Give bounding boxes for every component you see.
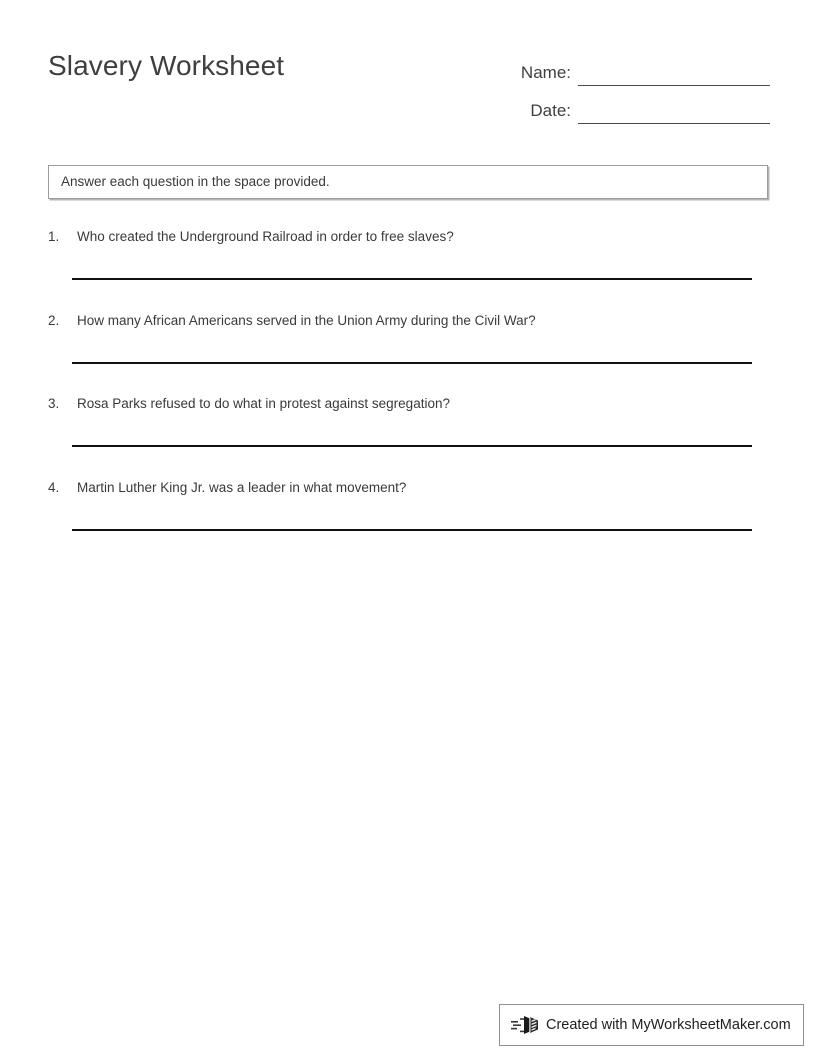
name-label: Name: — [520, 63, 571, 82]
date-label: Date: — [530, 101, 571, 120]
name-input[interactable] — [578, 63, 770, 86]
page-title: Slavery Worksheet — [48, 50, 285, 81]
question-heading — [48, 228, 768, 246]
answer-line[interactable] — [72, 445, 752, 447]
question-number: 1. — [48, 229, 60, 244]
directions-text: Answer each question in the space provided. — [61, 174, 330, 190]
question-text: Rosa Parks refused to do what in protest against segregation? — [77, 396, 450, 411]
question-list — [48, 228, 768, 562]
name-field-row — [430, 48, 770, 86]
answer-line[interactable] — [72, 278, 752, 280]
question-heading — [48, 479, 768, 497]
worksheet-header — [0, 0, 816, 140]
student-info-block — [430, 48, 770, 124]
question-item — [48, 395, 768, 479]
question-number: 2. — [48, 312, 60, 328]
date-input[interactable] — [578, 101, 770, 124]
question-item — [48, 312, 768, 396]
question-number: 4. — [48, 479, 60, 495]
quill-pencil-icon — [510, 1012, 544, 1038]
question-text: How many African Americans served in the Union Army during the Civil War? — [77, 312, 536, 328]
question-item — [48, 228, 768, 312]
question-text: Martin Luther King Jr. was a leader in what movement? — [77, 479, 407, 495]
answer-line[interactable] — [72, 529, 752, 531]
question-heading — [48, 312, 768, 330]
directions-box — [48, 165, 768, 199]
footer-attribution-badge[interactable] — [499, 1004, 804, 1046]
question-text: Who created the Underground Railroad in order to free slaves? — [77, 229, 454, 244]
question-item — [48, 479, 768, 563]
question-heading — [48, 395, 768, 413]
answer-line[interactable] — [72, 362, 752, 364]
question-number: 3. — [48, 396, 60, 411]
date-field-row — [430, 86, 770, 124]
footer-attribution-text: Created with MyWorksheetMaker.com — [546, 1017, 791, 1033]
